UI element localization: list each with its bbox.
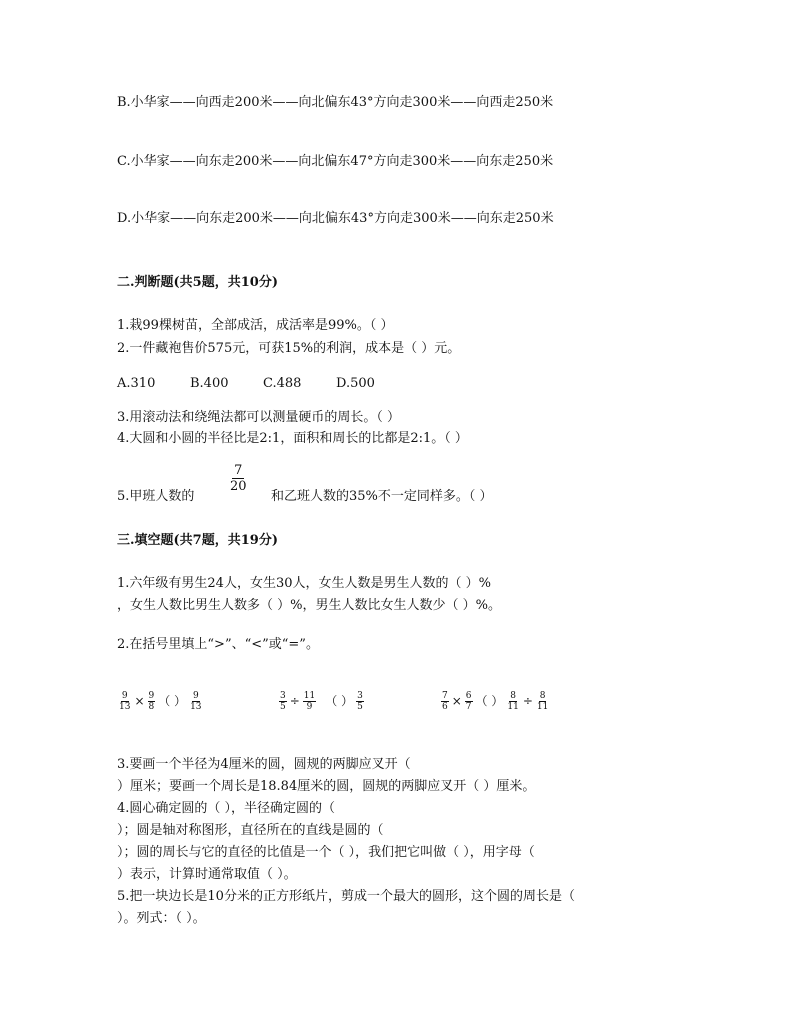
fraction	[118, 691, 131, 712]
option-c: C.小华家——向东走200米——向北偏东47°方向走300米——向东走250米	[117, 154, 554, 169]
fraction	[279, 691, 287, 712]
operator: ÷	[522, 694, 533, 708]
s2-q2-option-a: A.310	[117, 376, 156, 391]
answer-blank[interactable]: （ ）	[325, 694, 354, 708]
section3-heading: 三.填空题(共7题，共19分)	[117, 533, 278, 548]
s2-q5-fraction	[230, 463, 247, 494]
fraction-denominator: 13	[119, 701, 131, 712]
option-d: D.小华家——向东走200米——向北偏东43°方向走300米——向东走250米	[117, 211, 554, 226]
fraction-denominator: 11	[536, 701, 549, 712]
s3-question-4-line1: 4.圆心确定圆的（ ），半径确定圆的（	[117, 801, 336, 816]
s2-question-5-suffix: 和乙班人数的35%不一定同样多。（ ）	[271, 489, 493, 504]
fraction	[189, 691, 202, 712]
fraction-denominator: 6	[442, 701, 448, 712]
s3-question-1-line2: ，女生人数比男生人数多（ ）%，男生人数比女生人数少（ ）%。	[117, 598, 501, 613]
s2-question-2: 2.一件藏袍售价575元，可获15%的利润，成本是（ ）元。	[117, 341, 461, 356]
s3-question-3-line2: ）厘米；要画一个周长是18.84厘米的圆，圆规的两脚应叉开（ ）厘米。	[117, 779, 536, 794]
s3-question-4-line3: ）；圆的周长与它的直径的比值是一个（ ），我们把它叫做（ ），用字母（	[117, 845, 535, 860]
fraction-numerator: 7	[442, 690, 448, 701]
answer-blank[interactable]: （ ）	[158, 694, 187, 708]
fraction-numerator: 3	[357, 690, 363, 701]
fraction-denominator: 20	[230, 479, 247, 494]
compare-expression-2	[278, 688, 365, 714]
s2-question-1: 1.栽99棵树苗，全部成活，成活率是99%。（ ）	[117, 318, 394, 333]
fraction	[506, 691, 519, 712]
fraction	[148, 691, 156, 712]
fraction-numerator: 9	[121, 690, 128, 701]
compare-expression-1	[117, 688, 204, 714]
fraction-denominator: 5	[357, 701, 363, 712]
fraction-numerator: 11	[303, 690, 316, 701]
fraction-denominator: 11	[507, 701, 519, 712]
section2-heading: 二.判断题(共5题，共10分)	[117, 275, 278, 290]
operator: ÷	[289, 694, 300, 708]
fraction	[303, 691, 316, 712]
fraction	[536, 691, 549, 712]
fraction-numerator: 9	[192, 690, 199, 701]
fraction	[465, 691, 473, 712]
fraction-denominator: 5	[280, 701, 286, 712]
s3-question-3-line1: 3.要画一个半径为4厘米的圆，圆规的两脚应叉开（	[117, 757, 411, 772]
s2-q2-option-d: D.500	[336, 376, 375, 391]
s2-question-4: 4.大圆和小圆的半径比是2:1，面积和周长的比都是2:1。（ ）	[117, 431, 468, 446]
fraction-denominator: 8	[148, 701, 155, 712]
option-b: B.小华家——向西走200米——向北偏东43°方向走300米——向西走250米	[117, 95, 554, 110]
fraction-numerator: 8	[510, 690, 516, 701]
fraction-denominator: 9	[306, 701, 313, 712]
fraction-numerator: 3	[280, 690, 286, 701]
s3-question-5-line2: ）。列式：（ ）。	[117, 911, 206, 926]
fraction-numerator: 7	[234, 463, 243, 478]
s2-q2-option-b: B.400	[190, 376, 229, 391]
s2-question-5-prefix: 5.甲班人数的	[117, 489, 195, 504]
fraction	[441, 691, 449, 712]
compare-expression-3	[440, 688, 550, 714]
s3-question-4-line4: ）表示，计算时通常取值（ ）。	[117, 867, 297, 882]
s3-question-1-line1: 1.六年级有男生24人，女生30人，女生人数是男生人数的（ ）%	[117, 576, 491, 591]
fraction-numerator: 9	[148, 690, 155, 701]
fraction-numerator: 8	[539, 690, 546, 701]
answer-blank[interactable]: （ ）	[475, 694, 504, 708]
s2-question-3: 3.用滚动法和绕绳法都可以测量硬币的周长。（ ）	[117, 410, 401, 425]
fraction-numerator: 6	[465, 690, 472, 701]
fraction	[356, 691, 364, 712]
fraction-denominator: 7	[465, 701, 472, 712]
operator: ×	[451, 694, 462, 708]
s3-question-2: 2.在括号里填上“>”、“<”或“=”。	[117, 637, 319, 652]
s3-question-4-line2: ）；圆是轴对称图形，直径所在的直线是圆的（	[117, 823, 384, 838]
fraction-denominator: 13	[190, 701, 202, 712]
s2-q2-option-c: C.488	[263, 376, 302, 391]
operator: ×	[134, 694, 145, 708]
s3-question-5-line1: 5.把一块边长是10分米的正方形纸片，剪成一个最大的圆形，这个圆的周长是（	[117, 889, 575, 904]
